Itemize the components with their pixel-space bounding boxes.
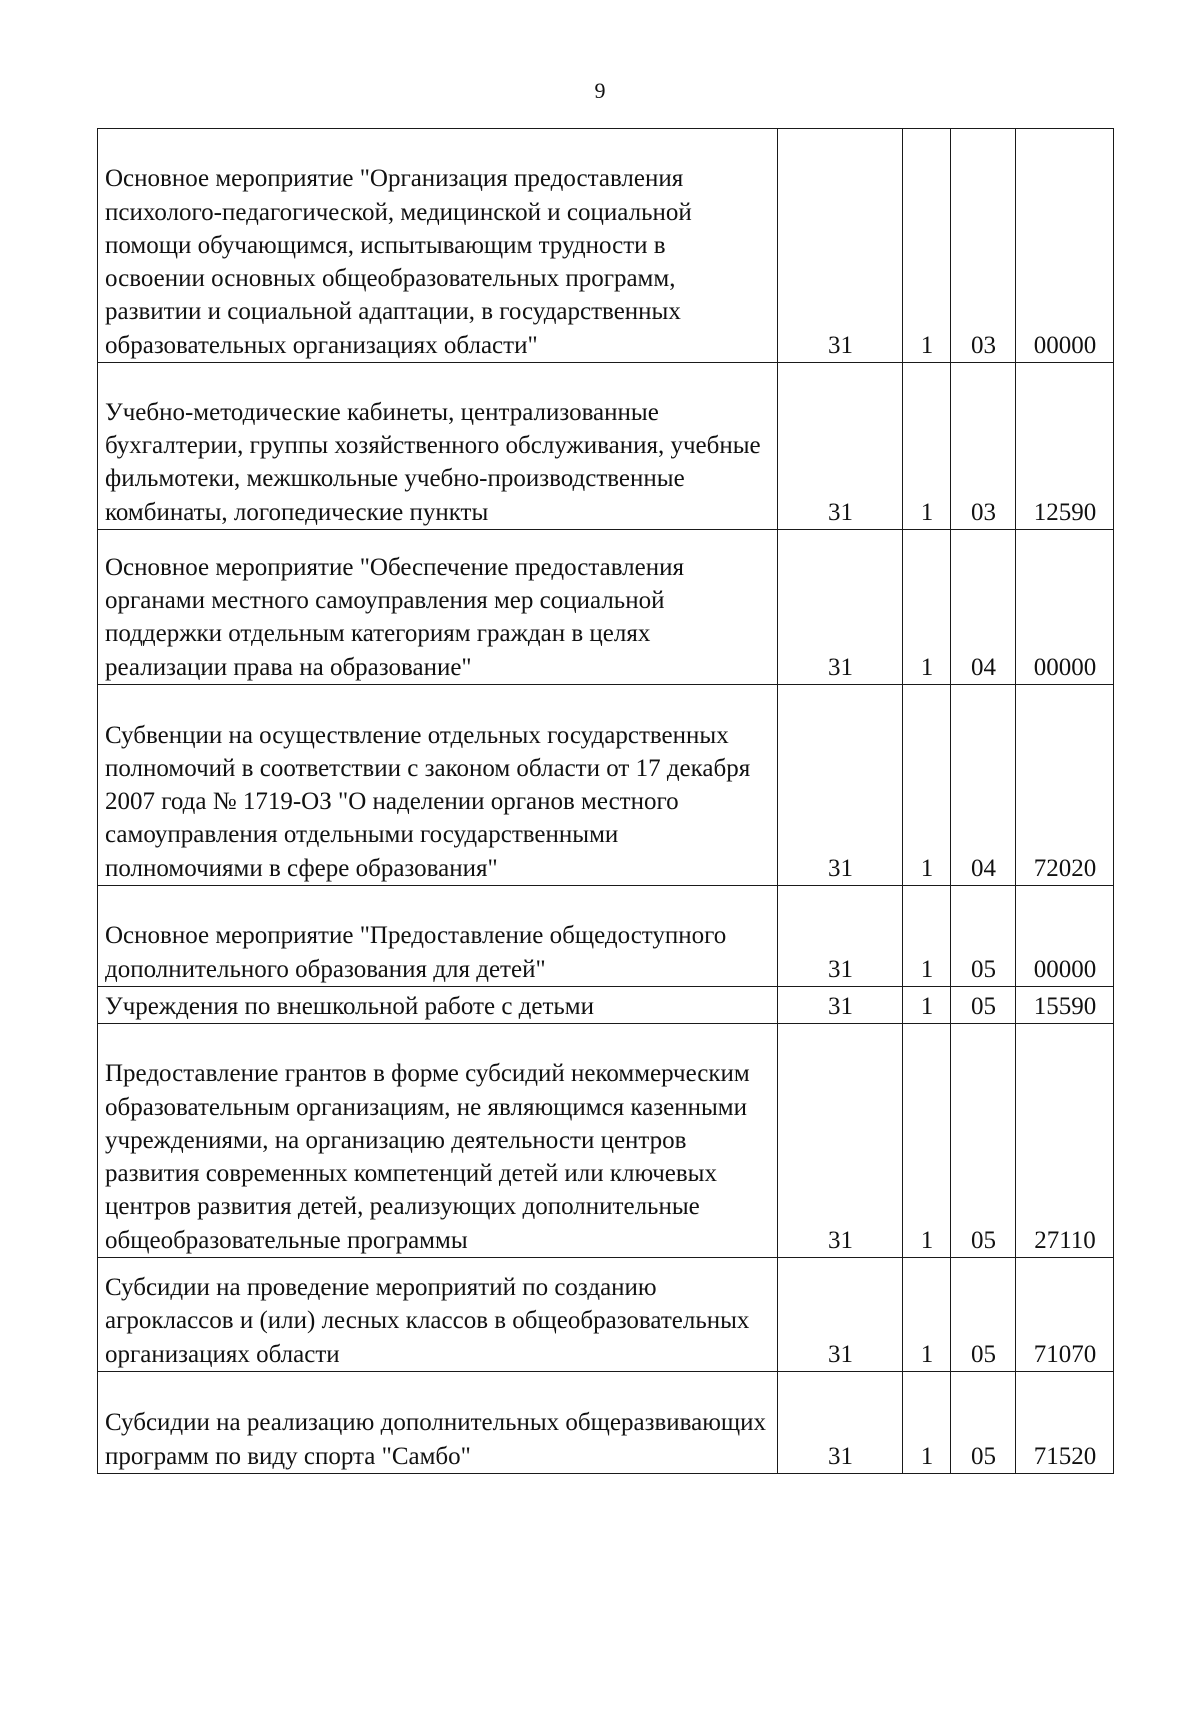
program-code: 31 (778, 987, 903, 1024)
direction-code: 71520 (1016, 1372, 1114, 1474)
main-event-code: 05 (951, 1372, 1016, 1474)
row-description: Предоставление грантов в форме субсидий некоммерческим образовательным организациям, не являющимся казенными учреждениями, на организацию деятельности центров развития современных компетенций детей или ключевых центров развития детей, реализующих дополнительные общеобразовательные программы (98, 1024, 778, 1258)
program-code: 31 (778, 1372, 903, 1474)
row-description: Учебно-методические кабинеты, централизованные бухгалтерии, группы хозяйственного обслуживания, учебные фильмотеки, межшкольные учебно-производственные комбинаты, логопедические пункты (98, 363, 778, 530)
main-event-code: 05 (951, 1258, 1016, 1372)
direction-code: 15590 (1016, 987, 1114, 1024)
direction-code: 27110 (1016, 1024, 1114, 1258)
direction-code: 00000 (1016, 530, 1114, 685)
main-event-code: 04 (951, 685, 1016, 886)
row-description: Основное мероприятие "Организация предоставления психолого-педагогической, медицинской и социальной помощи обучающимся, испытывающим трудности в освоении основных общеобразовательных программ, развитии и социальной адаптации, в государственных образовательных организациях области" (98, 129, 778, 363)
page-number: 9 (594, 78, 606, 103)
row-description: Учреждения по внешкольной работе с детьми (98, 987, 778, 1024)
table-row (98, 1372, 1114, 1474)
main-event-code: 04 (951, 530, 1016, 685)
row-description: Основное мероприятие "Обеспечение предоставления органами местного самоуправления мер социальной поддержки отдельным категориям граждан в целях реализации права на образование" (98, 530, 778, 685)
row-description: Субсидии на реализацию дополнительных общеразвивающих программ по виду спорта "Самбо" (98, 1372, 778, 1474)
table-row (98, 1258, 1114, 1372)
direction-code: 71070 (1016, 1258, 1114, 1372)
subprogram-code: 1 (903, 1024, 951, 1258)
main-event-code: 03 (951, 129, 1016, 363)
main-event-code: 05 (951, 987, 1016, 1024)
row-description: Субсидии на проведение мероприятий по созданию агроклассов и (или) лесных классов в общеобразовательных организациях области (98, 1258, 778, 1372)
row-description: Субвенции на осуществление отдельных государственных полномочий в соответствии с законом области от 17 декабря 2007 года № 1719-ОЗ "О наделении органов местного самоуправления отдельными государственными полномочиями в сфере образования" (98, 685, 778, 886)
program-code: 31 (778, 886, 903, 987)
table-row (98, 1024, 1114, 1258)
program-code: 31 (778, 685, 903, 886)
table-row (98, 886, 1114, 987)
program-code: 31 (778, 1024, 903, 1258)
direction-code: 00000 (1016, 886, 1114, 987)
program-code: 31 (778, 129, 903, 363)
table-row (98, 363, 1114, 530)
subprogram-code: 1 (903, 685, 951, 886)
budget-classification-table (97, 128, 1114, 1474)
main-event-code: 05 (951, 886, 1016, 987)
program-code: 31 (778, 1258, 903, 1372)
main-event-code: 05 (951, 1024, 1016, 1258)
program-code: 31 (778, 363, 903, 530)
subprogram-code: 1 (903, 886, 951, 987)
subprogram-code: 1 (903, 530, 951, 685)
table-row (98, 129, 1114, 363)
program-code: 31 (778, 530, 903, 685)
main-event-code: 03 (951, 363, 1016, 530)
direction-code: 00000 (1016, 129, 1114, 363)
row-description: Основное мероприятие "Предоставление общедоступного дополнительного образования для детей" (98, 886, 778, 987)
table-row (98, 987, 1114, 1024)
table-row (98, 530, 1114, 685)
direction-code: 12590 (1016, 363, 1114, 530)
subprogram-code: 1 (903, 1372, 951, 1474)
direction-code: 72020 (1016, 685, 1114, 886)
subprogram-code: 1 (903, 129, 951, 363)
subprogram-code: 1 (903, 1258, 951, 1372)
subprogram-code: 1 (903, 363, 951, 530)
table-row (98, 685, 1114, 886)
subprogram-code: 1 (903, 987, 951, 1024)
